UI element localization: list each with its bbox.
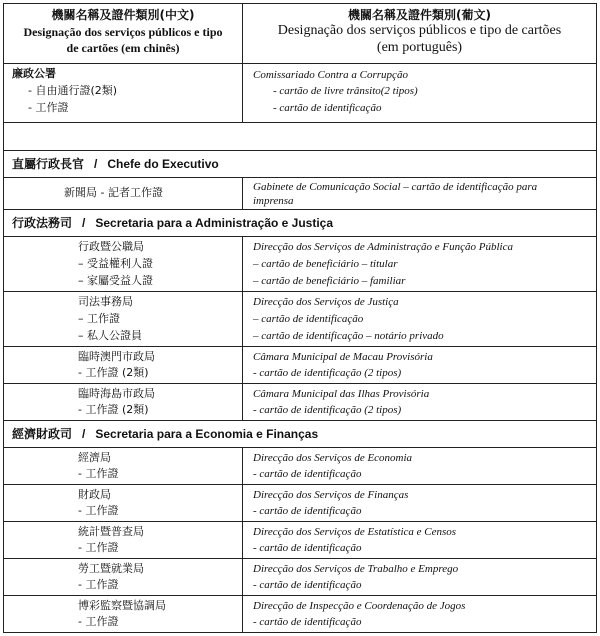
entity-name-pt: Câmara Municipal de Macau Provisória [253,351,433,363]
entity-row-gcs [4,177,596,209]
entity-row-dste [4,558,596,595]
section-heading: 直屬行政長官 / Chefe do Executivo [12,157,219,171]
card-item-pt: – cartão de identificação [253,313,364,325]
entity-cell-portuguese [243,64,596,122]
table-header-row [4,4,596,63]
section-row-economy [4,420,596,447]
entity-cell-chinese [4,347,243,383]
card-item-zh: - 工作證 (2類) [78,403,149,416]
header-zh-title-chinese: 機關名稱及證件類別(中文) [51,8,195,22]
section-row-admin [4,209,596,236]
entity-cell-portuguese [243,596,596,632]
entity-name-pt: Direcção dos Serviços de Justiça [253,296,399,308]
entity-cell-portuguese [243,347,596,383]
section-name-zh: 行政法務司 [12,216,73,230]
header-pt-title-pt-2: (em português) [376,40,463,55]
entity-name-pt: Direcção dos Serviços de Economia [253,452,413,464]
entity-cell-portuguese [243,237,596,291]
entity-cell-chinese [4,237,243,291]
card-item-zh: - 工作證 (2類) [78,366,149,379]
entity-name-zh: 司法事務局 [78,295,133,308]
entity-cell-portuguese [243,522,596,558]
header-cell-chinese [4,4,243,63]
card-item-pt: - cartão de identificação [253,616,362,628]
entity-name-zh: 廉政公署 [12,67,56,80]
card-item-pt: - cartão de identificação [273,102,382,114]
entity-name-zh: 行政暨公職局 [78,240,144,253]
section-name-zh: 直屬行政長官 [12,157,85,171]
card-item-pt: – cartão de beneficiário – familiar [253,275,406,287]
section-name-pt: Secretaria para a Economia e Finanças [95,427,319,441]
entity-cell-chinese [4,384,243,420]
entity-name-pt: Câmara Municipal das Ilhas Provisória [253,388,430,400]
entity-row-ccac [4,63,596,122]
entity-row-dicj [4,595,596,632]
card-item-pt: - cartão de identificação (2 tipos) [253,367,402,379]
entity-name-zh: 勞工暨就業局 [78,562,144,575]
section-heading: 行政法務司 / Secretaria para a Administração e Justiça [12,216,334,230]
entity-name-pt: Direcção de Inspecção e Coordenação de Jogos [253,600,466,612]
entity-name-zh: 新聞局 - 記者工作證 [64,186,163,199]
card-item-zh: - 工作證 [78,541,119,554]
card-item-pt: - cartão de identificação (2 tipos) [253,404,402,416]
entity-cell-portuguese [243,384,596,420]
card-item-pt: – cartão de identificação – notário privado [253,330,444,342]
card-item-zh: – 家屬受益人證 [78,274,153,287]
card-item-zh: - 工作證 [78,615,119,628]
section-heading: 經濟財政司 / Secretaria para a Economia e Finanças [12,427,319,441]
entity-row-dsec [4,521,596,558]
section-name-pt: Chefe do Executivo [107,157,219,171]
entity-cell-portuguese [243,448,596,484]
card-item-pt: - cartão de identificação [253,579,362,591]
section-row-chief [4,150,596,177]
entity-name-zh: 博彩監察暨協調局 [78,599,166,612]
card-item-zh: – 私人公證員 [78,329,142,342]
entity-row-safp [4,236,596,291]
header-pt-title-pt-1: Designação dos serviços públicos e tipo de cartões [277,23,562,38]
entity-name-zh: 財政局 [78,488,111,501]
entity-name-pt: Direcção dos Serviços de Estatística e Censos [253,526,457,538]
header-cell-portuguese [243,4,596,63]
card-item-zh: - 自由通行證(2類) [28,84,118,97]
entity-cell-chinese [4,522,243,558]
entity-cell-chinese [4,448,243,484]
header-zh-title-pt-1: Designação dos serviços públicos e tipo [23,25,223,39]
entity-name-pt: Direcção dos Serviços de Finanças [253,489,409,501]
entity-name-zh: 統計暨普查局 [78,525,144,538]
entity-name-pt-continued: imprensa [253,195,294,207]
entity-row-dse [4,447,596,484]
entity-name-pt: Direcção dos Serviços de Administração e Função Pública [253,241,513,253]
card-item-pt: - cartão de identificação [253,505,362,517]
header-zh-title-pt-2: de cartões (em chinês) [66,41,180,55]
entity-cell-chinese [4,559,243,595]
entity-cell-chinese [4,485,243,521]
card-item-zh: - 工作證 [78,504,119,517]
entity-name-zh: 臨時海島市政局 [78,387,155,400]
entity-name-pt: Comissariado Contra a Corrupção [253,69,408,81]
header-pt-title-chinese: 機關名稱及證件類別(葡文) [348,8,491,22]
card-item-zh: - 工作證 [78,578,119,591]
entity-cell-portuguese [243,559,596,595]
entity-row-dsf [4,484,596,521]
section-name-pt: Secretaria para a Administração e Justiça [95,216,334,230]
card-item-zh: – 工作證 [78,312,120,325]
entity-cell-chinese [4,292,243,346]
entity-row-cmip [4,383,596,420]
card-item-pt: - cartão de identificação [253,468,362,480]
entity-row-dsaj [4,291,596,346]
card-item-zh: – 受益權利人證 [78,257,153,270]
card-item-zh: - 工作證 [78,467,119,480]
card-item-pt: - cartão de identificação [253,542,362,554]
entity-name-zh: 經濟局 [78,451,111,464]
empty-row [4,122,596,150]
card-item-pt: - cartão de livre trânsito(2 tipos) [273,85,418,97]
entity-row-cmmp [4,346,596,383]
entity-cell-chinese [4,596,243,632]
entity-cell-portuguese [243,485,596,521]
card-item-pt: – cartão de beneficiário – titular [253,258,398,270]
entity-cell-chinese [4,178,243,209]
entity-cell-portuguese [243,178,596,209]
entity-name-pt: Direcção dos Serviços de Trabalho e Emprego [253,563,459,575]
service-card-table [3,3,597,633]
entity-name-zh: 臨時澳門市政局 [78,350,155,363]
entity-cell-portuguese [243,292,596,346]
entity-cell-chinese [4,64,243,122]
card-item-zh: - 工作證 [28,101,69,114]
entity-name-pt: Gabinete de Comunicação Social – cartão de identificação para [253,181,538,193]
section-name-zh: 經濟財政司 [12,427,73,441]
